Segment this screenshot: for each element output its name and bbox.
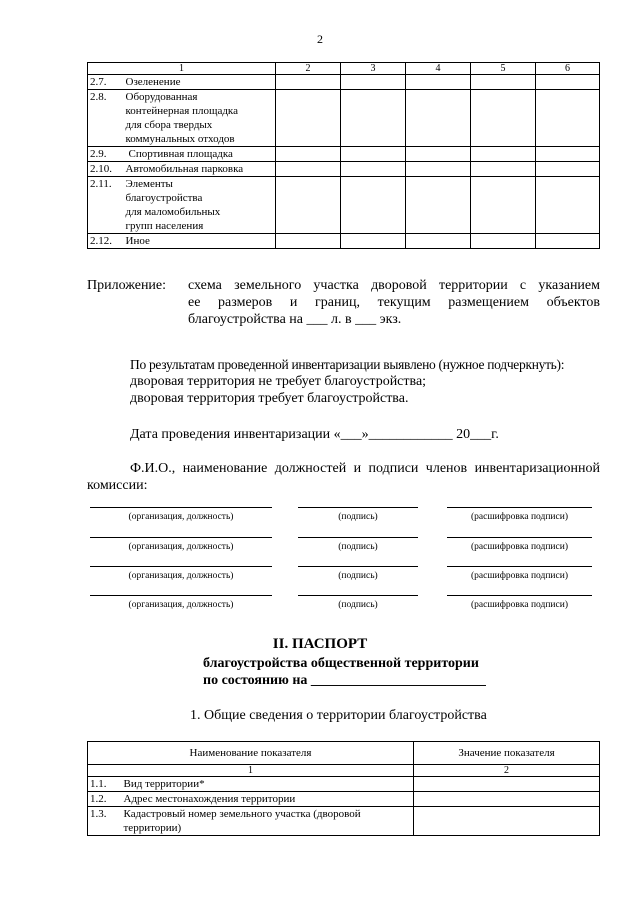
row-name-line: Оборудованная: [125, 91, 198, 103]
appendix-text-line: благоустройства на ___ л. в ___ экз.: [188, 312, 402, 327]
row-name-line: Адрес местонахождения территории: [123, 793, 296, 805]
header-cell: 1: [88, 63, 276, 75]
table-header-row: [88, 742, 600, 765]
commission-text-line: Ф.И.О., наименование должностей и подписи членов инвентаризационной: [130, 461, 600, 476]
row-number: 2.12.: [88, 234, 124, 249]
row-number: 2.10.: [88, 162, 124, 177]
table-row: [88, 807, 600, 836]
signature-line[interactable]: [90, 566, 272, 567]
table-row: [88, 792, 600, 807]
signature-caption: (подпись): [338, 571, 378, 581]
row-number: 1.3.: [88, 807, 122, 836]
row-name: [124, 177, 276, 234]
elements-table: [87, 62, 600, 249]
page-number: 2: [317, 32, 323, 46]
row-name: [124, 90, 276, 147]
signature-line[interactable]: [298, 595, 418, 596]
signature-caption: (расшифровка подписи): [471, 542, 568, 552]
signature-line[interactable]: [90, 595, 272, 596]
row-name-line: благоустройства: [125, 192, 203, 204]
results-line: По результатам проведенной инвентаризации выявлено (нужное подчеркнуть):: [130, 357, 565, 372]
signature-line[interactable]: [447, 537, 592, 538]
row-number: 1.1.: [88, 777, 122, 792]
signature-caption: (подпись): [338, 542, 378, 552]
row-name: [124, 75, 276, 90]
header-cell: 2: [276, 63, 341, 75]
row-name-line: групп населения: [125, 220, 204, 232]
row-name: [124, 234, 276, 249]
row-name: [124, 147, 276, 162]
signature-caption: (расшифровка подписи): [471, 571, 568, 581]
appendix-text-line: ее размеров и границ, текущим размещением объектов: [188, 295, 600, 310]
signature-caption: (подпись): [338, 600, 378, 610]
table-row: [88, 234, 600, 249]
row-name-line: для маломобильных: [125, 206, 221, 218]
header-cell: 2: [414, 765, 600, 777]
signature-caption: (организация, должность): [128, 512, 234, 522]
row-name-line: Элементы: [125, 178, 173, 190]
header-cell: Значение показателя: [414, 742, 600, 765]
general-info-table: [87, 741, 600, 836]
section-subtitle: по состоянию на _________________________: [203, 673, 486, 688]
row-name-line: Автомобильная парковка: [125, 163, 244, 175]
signature-caption: (расшифровка подписи): [471, 600, 568, 610]
signature-line[interactable]: [298, 537, 418, 538]
inventory-date: Дата проведения инвентаризации «___»____________ 20___г.: [130, 427, 499, 442]
row-name-line: Вид территории*: [123, 778, 205, 790]
signature-line[interactable]: [447, 507, 592, 508]
header-cell: 3: [341, 63, 406, 75]
signature-line[interactable]: [447, 595, 592, 596]
row-number: 2.8.: [88, 90, 124, 147]
table-number-row: [88, 765, 600, 777]
results-line: дворовая территория требует благоустройства.: [130, 391, 409, 406]
row-number: 2.7.: [88, 75, 124, 90]
section-heading: 1. Общие сведения о территории благоустройства: [190, 708, 487, 723]
value-cell[interactable]: [414, 807, 600, 836]
results-line: дворовая территория не требует благоустройства;: [130, 374, 427, 389]
signature-line[interactable]: [90, 507, 272, 508]
signature-line[interactable]: [298, 507, 418, 508]
value-cell[interactable]: [414, 777, 600, 792]
row-name-line: для сбора твердых: [125, 119, 213, 131]
row-number: 1.2.: [88, 792, 122, 807]
signature-line[interactable]: [90, 537, 272, 538]
row-number: 2.9.: [88, 147, 124, 162]
signature-line[interactable]: [447, 566, 592, 567]
row-name-line: Озеленение: [125, 76, 181, 88]
signature-line[interactable]: [298, 566, 418, 567]
header-cell: 6: [536, 63, 600, 75]
signature-caption: (расшифровка подписи): [471, 512, 568, 522]
row-name: [122, 807, 414, 836]
commission-text-line: комиссии:: [87, 478, 148, 493]
signature-caption: (организация, должность): [128, 542, 234, 552]
value-cell[interactable]: [414, 792, 600, 807]
row-name: [122, 777, 414, 792]
row-name: [122, 792, 414, 807]
appendix-label: Приложение:: [87, 278, 167, 293]
table-row: [88, 147, 600, 162]
header-cell: Наименование показателя: [88, 742, 414, 765]
table-row: [88, 177, 600, 234]
header-cell: 5: [471, 63, 536, 75]
signature-caption: (подпись): [338, 512, 378, 522]
row-name-line: территории): [123, 822, 182, 834]
row-name-line: контейнерная площадка: [125, 105, 238, 117]
header-cell: 4: [406, 63, 471, 75]
section-title: II. ПАСПОРТ: [272, 636, 368, 652]
row-name-line: Спортивная площадка: [128, 148, 233, 160]
table-header-row: [88, 63, 600, 75]
table-row: [88, 777, 600, 792]
row-number: 2.11.: [88, 177, 124, 234]
row-name-line: коммунальных отходов: [125, 133, 235, 145]
appendix-text-line: схема земельного участка дворовой территории с указанием: [188, 278, 600, 293]
row-name-line: Кадастровый номер земельного участка (дворовой: [123, 808, 361, 820]
signature-caption: (организация, должность): [128, 600, 234, 610]
row-name-line: Иное: [125, 235, 150, 247]
header-cell: 1: [88, 765, 414, 777]
row-name: [124, 162, 276, 177]
table-row: [88, 162, 600, 177]
table-row: [88, 90, 600, 147]
signature-caption: (организация, должность): [128, 571, 234, 581]
table-row: [88, 75, 600, 90]
section-subtitle: благоустройства общественной территории: [203, 656, 479, 671]
